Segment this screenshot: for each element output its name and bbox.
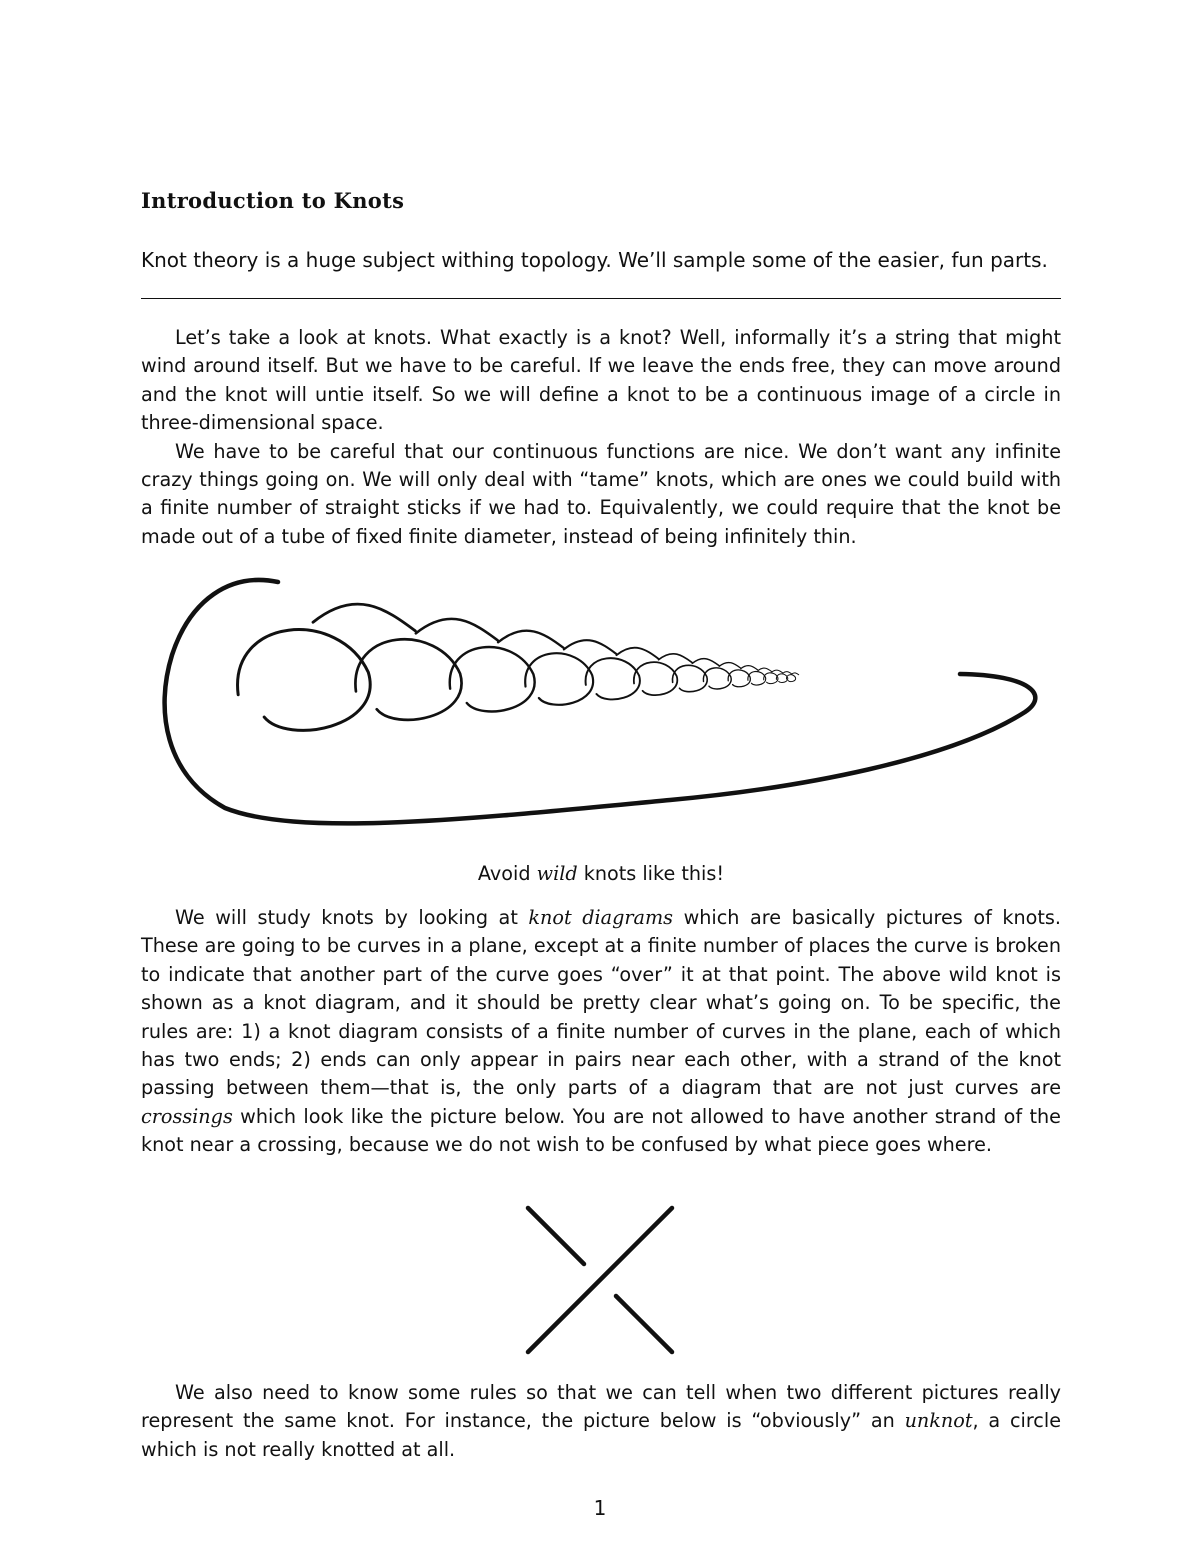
crossing-under-strand-bottom <box>616 1296 672 1352</box>
text-span: , a circle which is not really knotted at all. <box>141 1409 1061 1461</box>
wild-knot-arc <box>313 604 415 631</box>
section-title: Introduction to Knots <box>141 188 405 213</box>
wild-knot-arc <box>783 672 792 674</box>
emphasis-knot-diagrams: knot diagrams <box>528 906 674 929</box>
section-subtitle: Knot theory is a huge subject withing topology. We’ll sample some of the easier, fun parts. <box>141 248 1048 272</box>
wild-knot-arc <box>692 659 719 666</box>
text-span: We will study knots by looking at <box>175 906 529 929</box>
caption-text-before: Avoid <box>477 862 537 885</box>
emphasis-crossings: crossings <box>141 1104 233 1128</box>
wild-knot-outer-strand <box>165 580 1036 823</box>
intro-paragraphs <box>141 324 1061 551</box>
paragraph-tame-knots: We have to be careful that our continuous functions are nice. We don’t want any infinite crazy things going on. We will only deal with “tame” knots, which are ones we could build with a finite number of straight sticks if we had to. Equivalently, we could require that the knot be made out of a tube of fixed finite diameter, instead of being infinitely thin. <box>141 439 1061 548</box>
wild-knot-arc <box>659 654 693 663</box>
paragraph-knot-definition: Let’s take a look at knots. What exactly is a knot? Well, informally it’s a string that might wind around itself. But we have to be careful. If we leave the ends free, they can move around and the knot will untie itself. So we will define a knot to be a continuous image of a circle in three-dimensional space. <box>141 326 1061 435</box>
wild-knot-figure <box>150 570 1050 835</box>
unknot-paragraph-block <box>141 1379 1061 1464</box>
horizontal-rule <box>141 298 1061 299</box>
crossing-under-strand-top <box>528 1208 584 1264</box>
caption-emphasis: wild <box>536 862 578 885</box>
wild-knot-arc <box>498 631 563 648</box>
wild-knot-arc <box>741 666 758 670</box>
paragraph-unknot <box>141 1379 1061 1464</box>
wild-knot-arc <box>616 648 658 659</box>
diagram-paragraph-block <box>141 904 1061 1160</box>
text-span: which look like the picture below. You are not allowed to have another strand of the knot near a crossing, because we do not wish to be confused by what piece goes where. <box>141 1104 1061 1157</box>
wild-knot-loop <box>238 630 371 731</box>
wild-knot-loops <box>238 604 799 730</box>
wild-knot-arc <box>416 619 498 640</box>
caption-text-after: knots like this! <box>577 862 725 885</box>
figure-caption <box>141 860 1061 888</box>
crossing-figure <box>510 1196 690 1356</box>
text-span: We also need to know some rules so that we can tell when two different pictures really represent the same knot. For instance, the picture below is “obviously” an <box>141 1381 1061 1433</box>
wild-knot-arc <box>564 640 616 654</box>
wild-knot-arc <box>758 668 772 672</box>
text-span: which are basically pictures of knots. These are going to be curves in a plane, except at a finite number of places the curve is broken to indicate that another part of the curve goes “over” it at that point. The above wild knot is shown as a knot diagram, and it should be pretty clear what’s going on. To be specific, the rules are: 1) a knot diagram consists of a finite number of curves in the plane, each of which has two ends; 2) ends can only appear in pairs near each other, with a strand of the knot passing between them—that is, the only parts of a diagram that are not just curves are <box>141 906 1062 1100</box>
wild-knot-arc <box>719 662 740 668</box>
wild-knot-arc <box>772 670 783 673</box>
page-number: 1 <box>593 1496 607 1520</box>
paragraph-knot-diagrams <box>141 904 1061 1160</box>
emphasis-unknot: unknot <box>904 1409 973 1433</box>
